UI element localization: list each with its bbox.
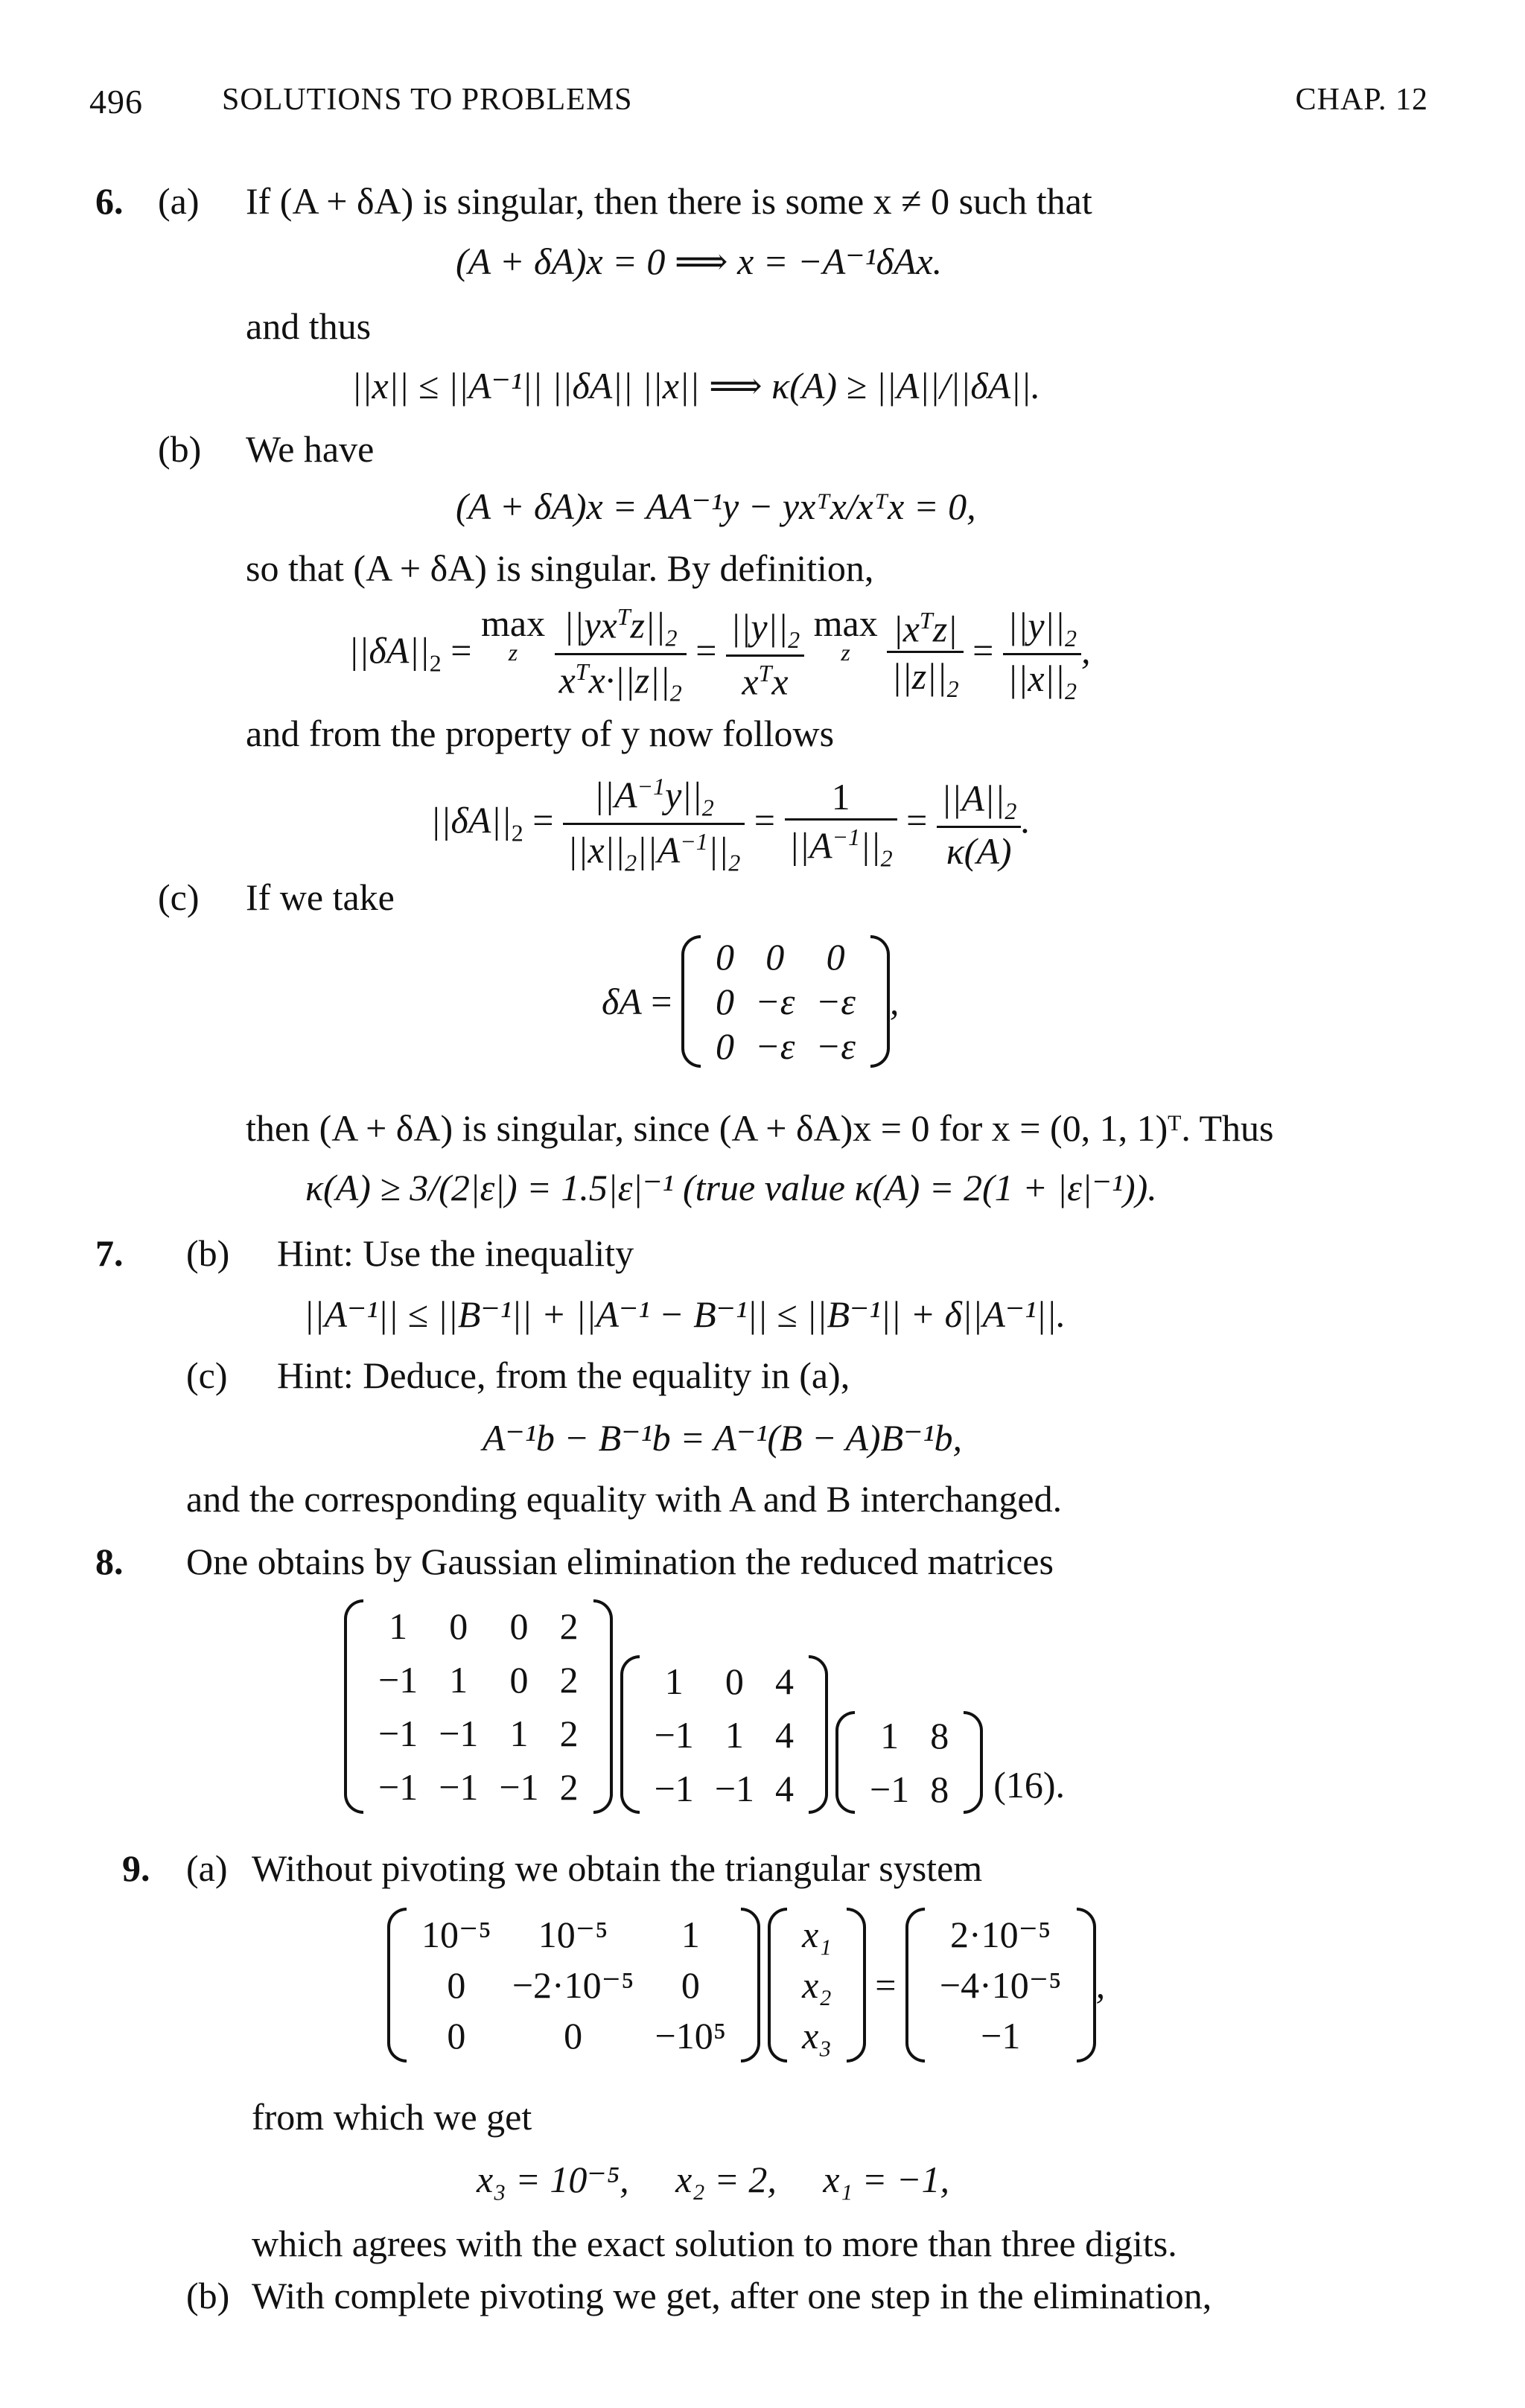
matrix-cell: −1 (654, 1713, 694, 1756)
p8-text: One obtains by Gaussian elimination the reduced matrices (186, 1541, 1054, 1582)
matrix-cell: 10⁻⁵ (421, 1914, 491, 1955)
reduced-matrix-2x2 (855, 1711, 964, 1814)
matrix-cell: 1 (389, 1605, 408, 1647)
matrix-cell: −ε (755, 1025, 795, 1067)
matrix-cell: −1 (499, 1766, 539, 1808)
problem-8-number: 8. (95, 1541, 124, 1582)
matrix-cell: −ε (815, 1025, 856, 1067)
unknown-vector (787, 1910, 847, 2060)
p9a-text: Without pivoting we obtain the triangular system (252, 1847, 983, 1889)
matrix-cell: x₃ (802, 2015, 832, 2057)
p6b-norm-equation: $||\delta A||_2 = \max$ z $\frac{||yx^Tz||_2}{x^Tx\cdot||z||_2}$ = $\frac{||y||_2}{x^Tx}$ max z $\frac{|x^Tz|}{||z||_2}$ = $\frac{||y||_2}{||x||_2}$ , (348, 602, 1091, 707)
problem-9-number: 9. (122, 1847, 150, 1889)
matrix-cell: −1 (654, 1767, 694, 1809)
triangular-matrix (407, 1910, 741, 2060)
page-number: 496 (89, 83, 143, 121)
p9a-label: (a) (186, 1847, 228, 1889)
matrix-cell: 0 (716, 981, 734, 1022)
matrix-cell: 0 (447, 1964, 466, 2006)
matrix-cell: −2·10⁻⁵ (512, 1964, 634, 2006)
p9a-agree: which agrees with the exact solution to more than three digits. (252, 2223, 1177, 2264)
matrix-cell: 1 (681, 1914, 700, 1955)
p6b-text-3: and from the property of y now follows (246, 713, 835, 754)
p6a-equation-1: (A + δA)x = 0 ⟹ x = −A⁻¹δAx. (456, 241, 943, 282)
problem-6-number: 6. (95, 180, 124, 222)
matrix-cell: 1 (664, 1660, 684, 1702)
matrix-cell: −1 (439, 1766, 479, 1808)
matrix-cell: 4 (775, 1660, 795, 1702)
p9-triangular-system: 10⁻⁵ 10⁻⁵ 1 0 −2·10⁻⁵ 0 0 0 −10⁵ x₁ x₂ x₃ = 2·10⁻⁵ −4·10⁻⁵ −1 , (387, 1908, 1105, 2063)
matrix-cell: −4·10⁻⁵ (939, 1964, 1062, 2006)
matrix-cell: 2 (559, 1659, 579, 1701)
p7c-label: (c) (186, 1354, 228, 1396)
chapter-label: CHAP. 12 (1295, 83, 1428, 117)
matrix-cell: −ε (755, 981, 795, 1022)
reduced-matrix-3x3 (640, 1657, 809, 1813)
matrix-cell: x₂ (802, 1964, 832, 2006)
p6b-text-2: so that (A + δA) is singular. By definition, (246, 547, 874, 589)
matrix-cell: 0 (716, 1025, 734, 1067)
matrix-cell: 10⁻⁵ (538, 1914, 608, 1955)
matrix-cell: 8 (930, 1715, 949, 1756)
matrix-cell: 1 (725, 1713, 744, 1756)
p7b-text: Hint: Use the inequality (277, 1232, 634, 1274)
p6c-label: (c) (158, 876, 200, 918)
matrix-cell: 2 (559, 1713, 579, 1754)
matrix-cell: 0 (564, 2015, 583, 2057)
delta-a-matrix (701, 932, 870, 1071)
matrix-cell: −1 (981, 2015, 1021, 2057)
matrix-cell: 0 (449, 1605, 468, 1647)
and-thus: and thus (246, 305, 372, 347)
p7b-equation: ||A⁻¹|| ≤ ||B⁻¹|| + ||A⁻¹ − B⁻¹|| ≤ ||B⁻¹|| + δ||A⁻¹||. (304, 1293, 1066, 1335)
matrix-cell: 1 (449, 1659, 468, 1701)
matrix-cell: 0 (509, 1605, 529, 1647)
p8-matrices (344, 1599, 1065, 1814)
matrix-cell: 4 (775, 1767, 795, 1809)
matrix-cell: −10⁵ (655, 2015, 727, 2057)
p9b-text: With complete pivoting we get, after one step in the elimination, (252, 2275, 1212, 2316)
matrix-cell: −1 (378, 1659, 418, 1701)
p7c-text: Hint: Deduce, from the equality in (a), (277, 1354, 850, 1396)
matrix-cell: 1 (509, 1713, 529, 1754)
problem-7-number: 7. (95, 1232, 124, 1274)
p7c-text-2: and the corresponding equality with A and B interchanged. (186, 1478, 1063, 1520)
matrix-cell: −1 (714, 1767, 755, 1809)
p6b-text: We have (246, 428, 375, 470)
p9a-solution: x₃ = 10⁻⁵, x₂ = 2, x₁ = −1, (477, 2159, 949, 2200)
p7b-label: (b) (186, 1232, 230, 1274)
matrix-cell: x₁ (802, 1914, 832, 1955)
p9b-label: (b) (186, 2275, 230, 2316)
matrix-cell: 0 (681, 1964, 700, 2006)
p9a-from-which: from which we get (252, 2096, 532, 2138)
matrix-cell: −1 (439, 1713, 479, 1754)
p6b-follow-equation: $||\delta A||_2$ = $\frac{||A^{-1}y||_2}{||x||_2||A^{-1}||_2}$ = $\frac{1}{||A^{-1}||_2}$ = $\frac{||A||_2}{\kappa(A)}$ . (430, 773, 1031, 876)
p8-tag: (16). (993, 1764, 1066, 1806)
matrix-cell: 2 (559, 1766, 579, 1808)
matrix-cell: −1 (378, 1766, 418, 1808)
p6c-text-2: then (A + δA) is singular, since (A + δA)x = 0 for x = (0, 1, 1)ᵀ. Thus (246, 1107, 1274, 1149)
matrix-cell: −1 (870, 1768, 910, 1810)
reduced-matrix-4x4 (363, 1602, 593, 1812)
matrix-cell: 0 (447, 2015, 466, 2057)
rhs-vector (925, 1910, 1077, 2060)
matrix-cell: 0 (509, 1659, 529, 1701)
matrix-cell: 0 (716, 936, 734, 978)
p7c-equation: A⁻¹b − B⁻¹b = A⁻¹(B − A)B⁻¹b, (483, 1417, 962, 1459)
matrix-cell: 4 (775, 1713, 795, 1756)
p6b-equation-1: (A + δA)x = AA⁻¹y − yxᵀx/xᵀx = 0, (456, 485, 976, 527)
p6b-label: (b) (158, 428, 202, 470)
p6a-text: If (A + δA) is singular, then there is some x ≠ 0 such that (246, 180, 1092, 222)
matrix-cell: 0 (765, 936, 785, 978)
matrix-cell: −ε (815, 981, 856, 1022)
matrix-cell: 0 (725, 1660, 744, 1702)
matrix-cell: −1 (378, 1713, 418, 1754)
matrix-cell: 1 (880, 1715, 900, 1756)
p6a-label: (a) (158, 180, 200, 222)
running-title: SOLUTIONS TO PROBLEMS (222, 83, 633, 117)
p6c-matrix-equation: δA = 0 0 0 0 −ε −ε 0 −ε −ε , (602, 932, 899, 1071)
p6c-text: If we take (246, 876, 395, 918)
p6c-equation: κ(A) ≥ 3/(2|ε|) = 1.5|ε|⁻¹ (true value κ(A) = 2(1 + |ε|⁻¹)). (305, 1167, 1157, 1208)
matrix-cell: 2·10⁻⁵ (950, 1914, 1051, 1955)
p6a-equation-2: ||x|| ≤ ||A⁻¹|| ||δA|| ||x|| ⟹ κ(A) ≥ ||A||/||δA||. (351, 365, 1041, 407)
matrix-cell: 0 (826, 936, 845, 978)
matrix-cell: 8 (930, 1768, 949, 1810)
matrix-cell: 2 (559, 1605, 579, 1647)
